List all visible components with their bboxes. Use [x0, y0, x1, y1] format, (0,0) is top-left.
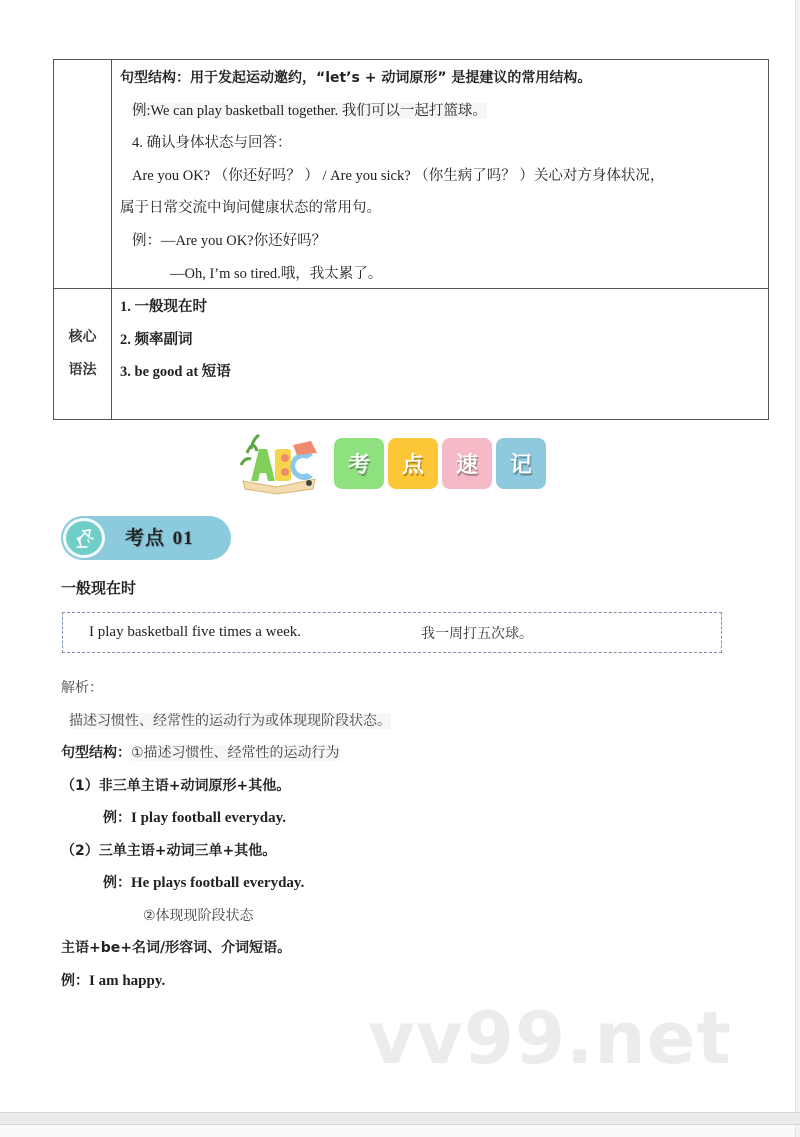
page-separator — [0, 1112, 800, 1125]
question-line: Are you OK? （你还好吗？ ） / Are you sick? （你生病了吗？ ）关心对方身体状况， — [132, 167, 665, 184]
grammar-item: 3. be good at 短语 — [120, 364, 231, 381]
rule-2: （2）三单主语+动词三单+其他。 — [61, 842, 277, 859]
banner-tile: 记 — [496, 438, 546, 489]
grammar-item: 2. 频率副词 — [120, 331, 193, 348]
analysis-text: 描述习惯性、经常性的运动行为或体现现阶段状态。 — [69, 712, 391, 729]
row-header — [54, 60, 112, 288]
table-row-core-grammar — [54, 288, 768, 419]
usage-note: 属于日常交流中询问健康状态的常用句。 — [120, 200, 381, 217]
row-header-core-grammar: 核心 语法 — [54, 289, 112, 419]
section-pill — [61, 516, 231, 560]
structure-note: 句型结构：用于发起运动邀约，“let’s + 动词原形” 是提建议的常用结构。 — [120, 70, 592, 86]
analysis-label: 解析： — [61, 680, 103, 696]
banner-tiles — [334, 438, 546, 489]
example-2: 例：He plays football everyday. — [103, 875, 305, 891]
table-row-sentence-patterns — [54, 60, 768, 288]
vertical-scrollbar[interactable] — [795, 0, 800, 1137]
section-banner — [237, 430, 546, 496]
example-line: 例:We can play basketball together. 我们可以一起打篮球。 — [132, 102, 487, 119]
dialog-line-1: 例：—Are you OK?你还好吗？ — [132, 232, 327, 249]
watermark: vv99.net — [368, 996, 732, 1080]
structure-line-2: ②体现现阶段状态 — [143, 907, 254, 924]
rule-3: 主语+be+名词/形容词、介词短语。 — [61, 940, 292, 956]
abc-book-icon — [237, 431, 321, 495]
example-chinese: 我一周打五次球。 — [421, 625, 533, 642]
section-title: 一般现在时 — [61, 579, 137, 597]
example-box — [62, 612, 722, 653]
analysis-block — [61, 672, 391, 997]
section-pill-label: 考点 01 — [125, 527, 194, 549]
dialog-line-2: —Oh, I’m so tired.哦，我太累了。 — [170, 265, 383, 282]
banner-tile: 速 — [442, 438, 492, 489]
grammar-item: 1. 一般现在时 — [120, 299, 207, 315]
summary-table — [53, 59, 769, 420]
numbered-heading: 4. 确认身体状态与回答： — [132, 135, 292, 152]
grammar-list — [112, 289, 768, 419]
structure-line-1: 句型结构：①描述习惯性、经常性的运动行为 — [61, 745, 340, 761]
rule-1: （1）非三单主语+动词原形+其他。 — [61, 777, 291, 794]
example-3: 例：I am happy. — [61, 972, 166, 989]
example-english: I play basketball five times a week. — [89, 624, 302, 640]
row-content — [112, 60, 768, 288]
banner-tile: 考 — [334, 438, 384, 489]
banner-tile: 点 — [388, 438, 438, 489]
desk-lamp-icon — [63, 518, 105, 558]
example-1: 例：I play football everyday. — [103, 810, 287, 826]
